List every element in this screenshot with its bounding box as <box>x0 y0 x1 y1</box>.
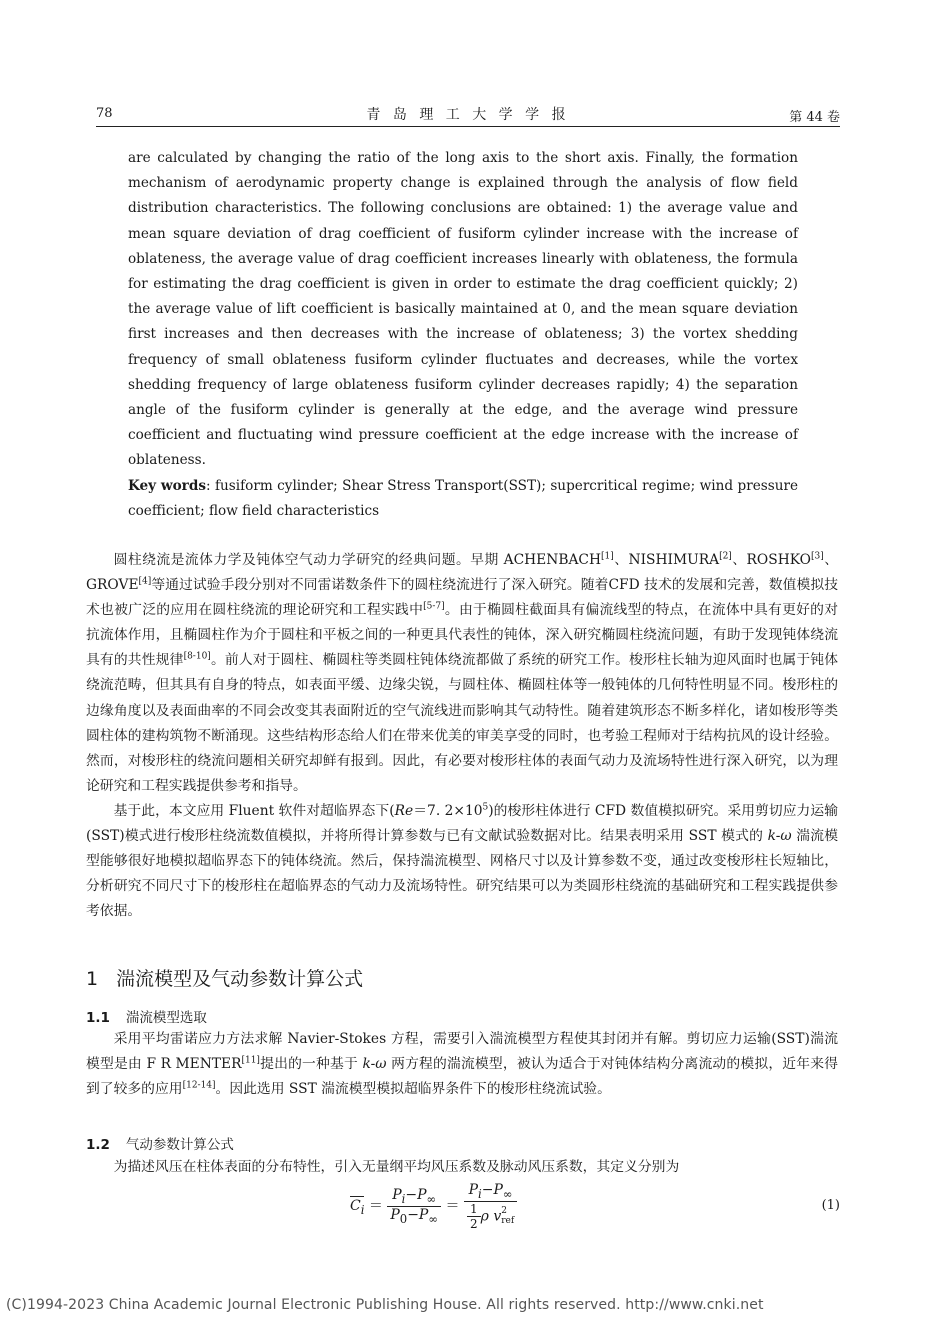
velocity-indices <box>501 1206 514 1226</box>
section-1-1-heading <box>86 1006 207 1026</box>
fraction-numerator <box>464 1182 517 1202</box>
equation-label: (1) <box>821 1198 840 1213</box>
eq-symbol: P <box>390 1206 400 1223</box>
citation: [3] <box>810 551 824 562</box>
fraction-denominator: 2 <box>469 1216 478 1231</box>
subsection-number: 1.2 <box>86 1137 110 1153</box>
text-run: 圆柱绕流是流体力学及钝体空气动力学研究的经典问题。早期 ACHENBACH <box>113 552 602 568</box>
text-run: 两方程的湍流模型，被认为适合于对钝体结构分离流动的模拟，近年来得到了较多的应用 <box>86 1056 838 1098</box>
equals-sign: ＝ <box>445 1198 460 1215</box>
intro-paragraph-2 <box>86 799 838 924</box>
citation: [11] <box>241 1055 260 1066</box>
paragraph: 为描述风压在柱体表面的分布特性，引入无量纲平均风压系数及脉动风压系数，其定义分别为 <box>113 1159 680 1175</box>
velocity-symbol: v <box>493 1208 502 1225</box>
eq-subscript: i <box>478 1186 482 1201</box>
eq-subscript: i <box>401 1191 406 1206</box>
text-run: 湍流模型能够很好地模拟超临界态下的钝体绕流。然后，保持湍流模型、网格尺寸以及计算参数不变，通过改变梭形柱长短轴比，分析研究不同尺寸下的梭形柱在超临界态的气动力及流场特性。研究结果可以为类圆形柱绕流的基础研究和工程实践提供参考依据。 <box>86 828 838 920</box>
text-run: 提出的一种基于 <box>259 1056 363 1073</box>
abstract-block <box>128 146 798 524</box>
keywords-text: : fusiform cylinder; Shear Stress Transport(SST); supercritical regime; wind pressure coefficient; flow field characteristics <box>128 477 798 519</box>
text-run: 基于此，本文应用 Fluent 软件对超临界态下( <box>113 802 395 819</box>
text-run: 等通过试验手段分别对不同雷诺数条件下的圆柱绕流进行了深入研究。随着CFD 技术的发展和完善，数值模拟技术也被广泛的应用在圆柱绕流的理论研究和工程实践中 <box>86 577 838 619</box>
text-run: 采用平均雷诺应力方法求解 Navier-Stokes 方程，需要引入湍流模型方程使其封闭并有解。剪切应力运输(SST)湍流模型是由 F R MENTER <box>86 1031 838 1073</box>
eq-symbol: −P <box>481 1182 503 1198</box>
subsection-title: 湍流模型选取 <box>125 1010 207 1026</box>
eq-symbol: P <box>392 1187 402 1204</box>
equals-sign: ＝ <box>368 1198 383 1215</box>
text-run: 。因此选用 SST 湍流模型模拟超临界条件下的梭形柱绕流试验。 <box>215 1081 611 1098</box>
exponent: 5 <box>482 802 489 813</box>
journal-title: 青 岛 理 工 大 学 学 报 <box>366 107 570 123</box>
section-1-heading <box>86 964 363 991</box>
fraction-numerator <box>387 1187 441 1207</box>
eq-subscript: i <box>360 1202 365 1217</box>
section-1-2-heading <box>86 1133 234 1153</box>
eq-symbol: −P <box>405 1187 427 1204</box>
volume-label: 第 44 卷 <box>789 110 840 125</box>
reynolds-symbol: Re <box>394 802 414 819</box>
subsection-number: 1.1 <box>86 1010 110 1026</box>
text-run: 。前人对于圆柱、椭圆柱等类圆柱钝体绕流都做了系统的研究工作。梭形柱长轴为迎风面时也属于钝体绕流范畴，但其具有自身的特点，如表面平缓、边缘尖锐，与圆柱体、椭圆柱体等一般钝体的几何特性明显不同。梭形柱的边缘角度以及表面曲率的不同会改变其表面附近的空气流线进而影响其气动特性。随着建筑形态不断多样化，诸如梭形等类圆柱体的建构筑物不断涌现。这些结构形态给人们在带来优美的审美享受的同时，也考验工程师对于结构抗风的设计经验。然而，对梭形柱的绕流问题相关研究却鲜有报到。因此，有必要对梭形柱体的表面气动力及流场特性进行深入研究，以为理论研究和工程实践提供参考和指导。 <box>86 652 838 794</box>
eq-subscript: ∞ <box>426 1191 437 1206</box>
fraction-denominator <box>464 1202 517 1231</box>
copyright-footer: (C)1994-2023 China Academic Journal Electronic Publishing House. All rights reserved. http://www.cnki.net <box>6 1297 764 1313</box>
fraction-denominator <box>387 1207 441 1226</box>
text-run: 、NISHIMURA <box>613 552 720 568</box>
citation: [2] <box>719 551 732 562</box>
section-1-1-body <box>86 1027 838 1102</box>
section-title: 湍流模型及气动参数计算公式 <box>116 968 364 990</box>
citation: [8-10] <box>183 651 211 662</box>
eq-symbol: −P <box>407 1206 429 1223</box>
text-run: 、ROSHKO <box>731 552 811 568</box>
half-fraction <box>467 1202 481 1231</box>
k-omega-symbol: k-ω <box>767 828 792 845</box>
text-run: 。由于椭圆柱截面具有偏流线型的特点，在流体中具有更好的对抗流体作用，且椭圆柱作为介于圆柱和平板之间的一种更具代表性的钝体，深入研究椭圆柱绕流问题，有助于发现钝体绕流具有的共性规律 <box>86 602 839 669</box>
subsection-title: 气动参数计算公式 <box>125 1137 234 1153</box>
eq-superscript: 2 <box>501 1206 507 1217</box>
equation-1 <box>350 1182 840 1250</box>
abstract-text: are calculated by changing the ratio of the long axis to the short axis. Finally, the formation mechanism of aerodynamic property change is explained through the analysis of flow field distribution characteristics. The following conclusions are obtained: 1) the average value and mean square deviation of drag coefficient of fusiform cylinder increase with the increase of oblateness, the average value of drag coefficient increases linearly with oblateness, the formula for estimating the drag coefficient is given in order to estimate the drag coefficient quickly; 2) the average value of lift coefficient is basically maintained at 0, and the mean square deviation first increases and then decreases with the increase of oblateness; 3) the vortex shedding frequency of small oblateness fusiform cylinder fluctuates and decreases, while the vortex shedding frequency of large oblateness fusiform cylinder decreases rapidly; 4) the separation angle of the fusiform cylinder is generally at the edge, and the average wind pressure coefficient and fluctuating wind pressure coefficient at the edge increase with the increase of oblateness. <box>128 150 798 469</box>
text-run: ＝7. 2×10 <box>413 802 483 819</box>
eq-symbol: C <box>350 1198 361 1214</box>
citation: [4] <box>138 576 152 587</box>
fraction-numerator: 1 <box>467 1202 481 1217</box>
citation: [1] <box>601 551 614 562</box>
citation: [5-7] <box>423 601 445 612</box>
mean-pressure-coefficient <box>350 1196 364 1217</box>
eq-subscript: 0 <box>399 1211 408 1226</box>
fraction-2 <box>464 1182 517 1231</box>
k-omega-symbol: k-ω <box>362 1056 387 1073</box>
text-run: 、GROVE <box>86 552 838 594</box>
paragraph <box>86 1027 838 1102</box>
intro-paragraph-1 <box>86 548 838 799</box>
keywords-label: Key words <box>128 477 206 494</box>
introduction <box>86 548 838 924</box>
page-number: 78 <box>96 106 113 121</box>
text-run: )的梭形柱体进行 CFD 数值模拟研究。采用剪切应力运输(SST)模式进行梭形柱绕流数值模拟，并将所得计算参数与已有文献试验数据对比。结果表明采用 SST 模式的 <box>86 802 838 845</box>
section-number: 1 <box>86 968 99 990</box>
page-header <box>96 104 840 127</box>
eq-subscript: ref <box>501 1216 515 1227</box>
fraction-1 <box>387 1187 441 1226</box>
citation: [12-14] <box>182 1080 216 1091</box>
rho-symbol: ρ <box>480 1208 489 1225</box>
eq-subscript: ∞ <box>502 1186 513 1201</box>
eq-symbol: P <box>468 1182 478 1198</box>
eq-subscript: ∞ <box>428 1211 439 1226</box>
section-1-2-body <box>86 1155 838 1180</box>
keywords <box>128 474 798 524</box>
